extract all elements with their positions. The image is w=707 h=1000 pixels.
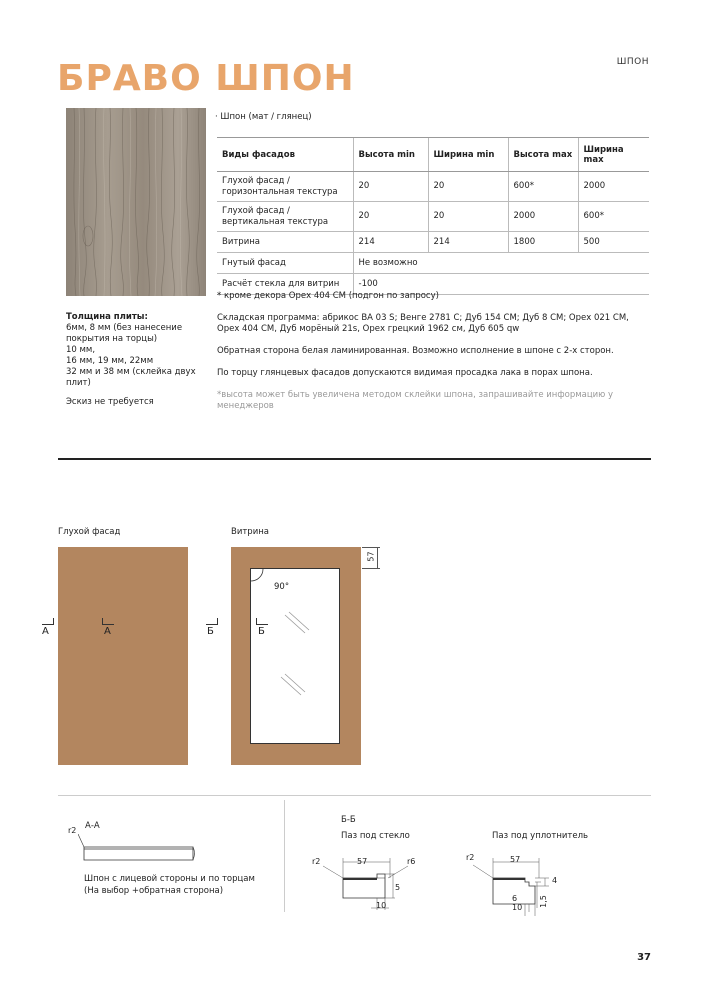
section-marker-line <box>53 618 54 625</box>
page-number: 37 <box>637 952 651 963</box>
table-cell: 20 <box>353 172 428 202</box>
aa-caption-line: (На выбор +обратная сторона) <box>84 886 224 896</box>
table-cell: Витрина <box>217 232 353 253</box>
notes-block <box>217 291 649 423</box>
column-header: Высота min <box>353 138 428 172</box>
table-cell: 1800 <box>508 232 578 253</box>
back-side-note: Обратная сторона белая ламинированная. Возможно исполнение в шпоне с 2-х сторон. <box>217 346 614 356</box>
dim-r2: r2 <box>466 853 475 862</box>
table-row <box>217 253 649 274</box>
section-divider <box>58 458 651 460</box>
table-cell: 214 <box>428 232 508 253</box>
aa-section-title: А-А <box>85 821 100 831</box>
dim-10: 10 <box>512 903 523 912</box>
stock-program: Складская программа: абрикос ВА 03 S; Венге 2781 C; Дуб 154 CM; Дуб 8 CM; Орех 021 CM, Орех 404 CM, Дуб морёный 21s, Орех грецкий 1962 см, Дуб 605 qw <box>217 313 629 334</box>
column-header: Виды фасадов <box>217 138 353 172</box>
dim-r2: r2 <box>312 857 321 866</box>
divider <box>284 800 285 912</box>
column-header: Ширина max <box>578 138 649 172</box>
veneer-swatch-image <box>66 108 206 296</box>
sketch-note: Эскиз не требуется <box>66 397 154 407</box>
dim-5: 5 <box>395 883 401 892</box>
table-cell: 20 <box>428 172 508 202</box>
column-header: Ширина min <box>428 138 508 172</box>
aa-radius-label: r2 <box>68 826 77 835</box>
thickness-line: 6мм, 8 мм (без нанесение покрытия на торцы) <box>66 323 183 344</box>
section-tag: ШПОН <box>616 57 649 67</box>
table-cell: 600* <box>508 172 578 202</box>
table-cell: Глухой фасад / горизонтальная текстура <box>217 172 353 202</box>
spec-table <box>217 137 649 295</box>
thickness-info <box>66 312 206 408</box>
footnote: * кроме декора Орех 404 СМ (подгон по запросу) <box>217 291 439 301</box>
glass-groove-title: Паз под стекло <box>341 831 410 841</box>
section-marker-line <box>102 618 103 625</box>
dim-6: 6 <box>512 894 518 903</box>
section-b-right: Б <box>258 626 265 637</box>
vitrine-label: Витрина <box>231 527 269 537</box>
table-cell: 600* <box>578 202 649 232</box>
column-header: Высота max <box>508 138 578 172</box>
table-header-row <box>217 138 649 172</box>
table-cell: 214 <box>353 232 428 253</box>
dim-1-5: 1,5 <box>538 895 548 908</box>
table-cell: Не возможно <box>353 253 649 274</box>
dim-57: 57 <box>357 857 368 866</box>
seal-groove-title: Паз под уплотнитель <box>492 831 589 841</box>
table-cell: -100 <box>353 274 649 295</box>
thickness-line: 32 мм и 38 мм (склейка двух плит) <box>66 367 196 388</box>
dim-4: 4 <box>552 876 558 885</box>
section-marker-line <box>102 624 114 625</box>
section-marker-line <box>256 624 268 625</box>
finish-note: · Шпон (мат / глянец) <box>215 112 312 122</box>
section-marker-line <box>256 618 257 625</box>
dimension-line <box>377 547 378 568</box>
thickness-line: 16 мм, 19 мм, 22мм <box>66 356 154 366</box>
aa-profile-drawing <box>78 834 198 868</box>
section-a-left: А <box>42 626 49 637</box>
bb-section-title: Б-Б <box>341 815 356 825</box>
table-row <box>217 232 649 253</box>
table-cell: 20 <box>428 202 508 232</box>
glossy-note: По торцу глянцевых фасадов допускаются видимая просадка лака в порах шпона. <box>217 368 593 378</box>
table-cell: 2000 <box>508 202 578 232</box>
section-marker-line <box>217 618 218 625</box>
blind-facade-label: Глухой фасад <box>58 527 121 537</box>
frame-width-dimension: 57 <box>366 551 376 562</box>
height-note: *высота может быть увеличена методом склейки шпона, запрашивайте информацию у менеджеров <box>217 390 614 411</box>
table-cell: Расчёт стекла для витрин <box>217 274 353 295</box>
dim-r6: r6 <box>407 857 416 866</box>
table-cell: 2000 <box>578 172 649 202</box>
angle-label: 90° <box>274 582 290 592</box>
table-row <box>217 172 649 202</box>
dimension-line <box>362 568 380 569</box>
section-a-right: А <box>104 626 111 637</box>
dim-10: 10 <box>376 901 387 910</box>
divider <box>58 795 651 796</box>
table-row <box>217 202 649 232</box>
table-cell: 500 <box>578 232 649 253</box>
table-cell: Гнутый фасад <box>217 253 353 274</box>
blind-facade-drawing <box>58 547 188 765</box>
table-cell: Глухой фасад / вертикальная текстура <box>217 202 353 232</box>
table-cell: 20 <box>353 202 428 232</box>
thickness-header: Толщина плиты: <box>66 312 148 322</box>
dim-57: 57 <box>510 855 521 864</box>
section-b-left: Б <box>207 626 214 637</box>
aa-caption-line: Шпон с лицевой стороны и по торцам <box>84 874 255 884</box>
thickness-line: 10 мм, <box>66 345 96 355</box>
page-title: БРАВО ШПОН <box>57 58 355 99</box>
vitrine-glass-opening <box>250 568 340 744</box>
